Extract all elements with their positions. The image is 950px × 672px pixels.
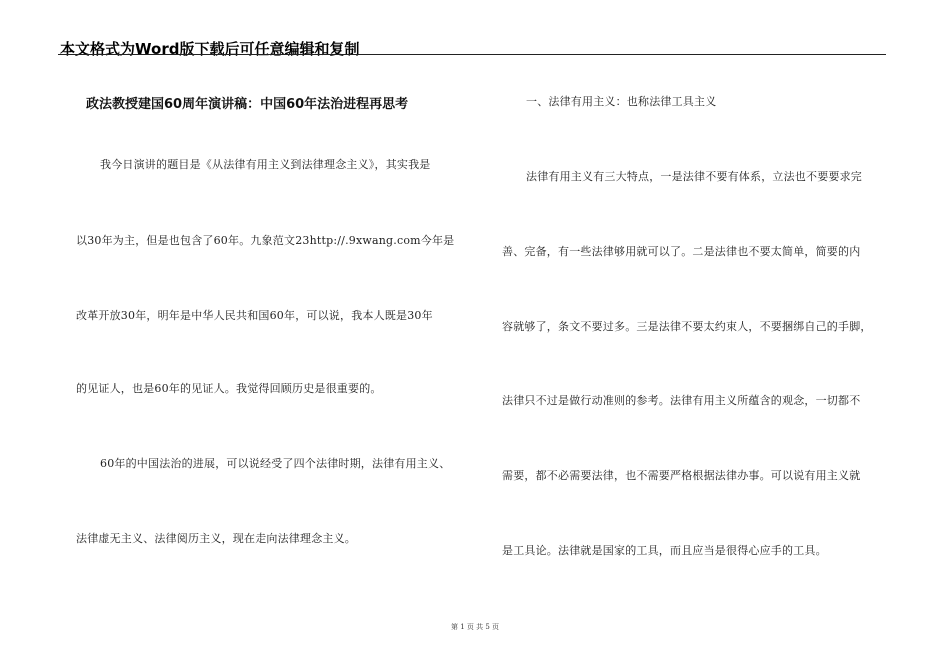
left-paragraph-line: 我今日演讲的题目是《从法律有用主义到法律理念主义》，其实我是 — [100, 158, 431, 171]
right-paragraph-line: 需要，都不必需要法律，也不需要严格根据法律办事。可以说有用主义就 — [502, 469, 861, 482]
header-divider — [58, 54, 886, 55]
document-title: 政法教授建国60周年演讲稿：中国60年法治进程再思考 — [86, 97, 409, 112]
right-paragraph-line: 法律有用主义有三大特点，一是法律不要有体系，立法也不要要求完 — [526, 170, 862, 183]
left-paragraph-line: 法律虚无主义、法律阅历主义，现在走向法律理念主义。 — [76, 532, 356, 545]
left-paragraph-line: 改革开放30年，明年是中华人民共和国60年，可以说，我本人既是30年 — [76, 309, 433, 322]
right-paragraph-line: 法律只不过是做行动准则的参考。法律有用主义所蕴含的观念，一切都不 — [502, 394, 861, 407]
left-paragraph-line: 以30年为主，但是也包含了60年。九象范文23http://.9xwang.com今年是 — [76, 234, 455, 247]
document-header-banner: 本文格式为Word版下载后可任意编辑和复制 — [60, 40, 360, 58]
section-heading: 一、法律有用主义：也称法律工具主义 — [526, 95, 717, 108]
right-paragraph-line: 是工具论。法律就是国家的工具，而且应当是很得心应手的工具。 — [502, 544, 827, 557]
right-paragraph-line: 容就够了，条文不要过多。三是法律不要太约束人，不要捆绑自己的手脚， — [502, 320, 872, 333]
left-paragraph-line: 60年的中国法治的进展，可以说经受了四个法律时期，法律有用主义、 — [100, 457, 451, 470]
page-number-footer: 第 1 页 共 5 页 — [450, 623, 500, 631]
left-paragraph-line: 的见证人，也是60年的见证人。我觉得回顾历史是很重要的。 — [76, 382, 382, 395]
right-paragraph-line: 善、完备，有一些法律够用就可以了。二是法律也不要太简单，简要的内 — [502, 245, 861, 258]
